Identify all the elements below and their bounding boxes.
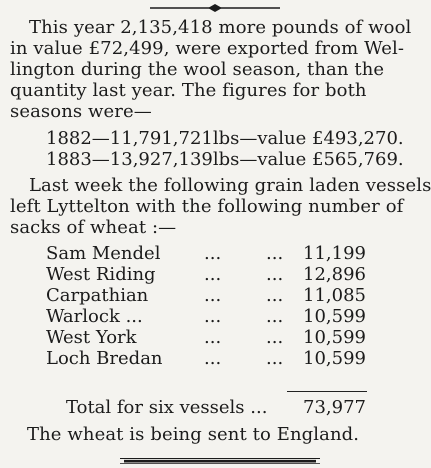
sack-count: 11,199 [303, 243, 366, 264]
paragraph-1-line-2: in value £72,499, were exported from Wel- [10, 38, 405, 59]
leader-dots: ... [204, 348, 222, 369]
vessel-name: Sam Mendel [46, 243, 161, 264]
total-row [66, 397, 366, 418]
leader-dots: ... [266, 264, 284, 285]
closing-line: The wheat is being sent to England. [27, 424, 360, 445]
total-label: Total for six vessels ... [66, 397, 268, 418]
paragraph-1-line-4: quantity last year. The figures for both [10, 80, 367, 101]
season-1883: 1883—13,927,139lbs—value £565,769. [46, 149, 404, 170]
leader-dots: ... [266, 348, 284, 369]
paragraph-1-line-5: seasons were— [10, 101, 152, 122]
leader-dots: ... [266, 306, 284, 327]
leader-dots: ... [204, 306, 222, 327]
leader-dots: ... [266, 327, 284, 348]
paragraph-2-line-1: Last week the following grain laden vessels [29, 175, 431, 196]
vessel-row [46, 348, 366, 369]
leader-dots: ... [204, 264, 222, 285]
leader-dots: ... [266, 243, 284, 264]
vessel-row [46, 243, 366, 264]
vessel-row [46, 264, 366, 285]
sack-count: 10,599 [303, 348, 366, 369]
bottom-ornament-rule [120, 457, 320, 464]
paragraph-1-line-3: lington during the wool season, than the [10, 59, 385, 80]
leader-dots: ... [204, 285, 222, 306]
vessel-row [46, 306, 366, 327]
top-ornament-rule [150, 4, 280, 12]
vessel-row [46, 285, 366, 306]
total-count: 73,977 [303, 397, 366, 418]
vessel-name: West York [46, 327, 137, 348]
vessel-name: Carpathian [46, 285, 149, 306]
sack-count: 10,599 [303, 327, 366, 348]
total-rule [287, 391, 367, 392]
leader-dots: ... [266, 285, 284, 306]
vessel-name: Warlock ... [46, 306, 143, 327]
vessel-row [46, 327, 366, 348]
leader-dots: ... [204, 243, 222, 264]
paragraph-2-line-3: sacks of wheat :— [10, 217, 177, 238]
paragraph-1-line-1: This year 2,135,418 more pounds of wool [29, 17, 412, 38]
vessel-name: West Riding [46, 264, 156, 285]
paragraph-2-line-2: left Lyttelton with the following number of [10, 196, 404, 217]
sack-count: 10,599 [303, 306, 366, 327]
sack-count: 12,896 [303, 264, 366, 285]
leader-dots: ... [204, 327, 222, 348]
season-1882: 1882—11,791,721lbs—value £493,270. [46, 128, 404, 149]
vessel-list [46, 243, 366, 369]
vessel-name: Loch Bredan [46, 348, 163, 369]
sack-count: 11,085 [303, 285, 366, 306]
